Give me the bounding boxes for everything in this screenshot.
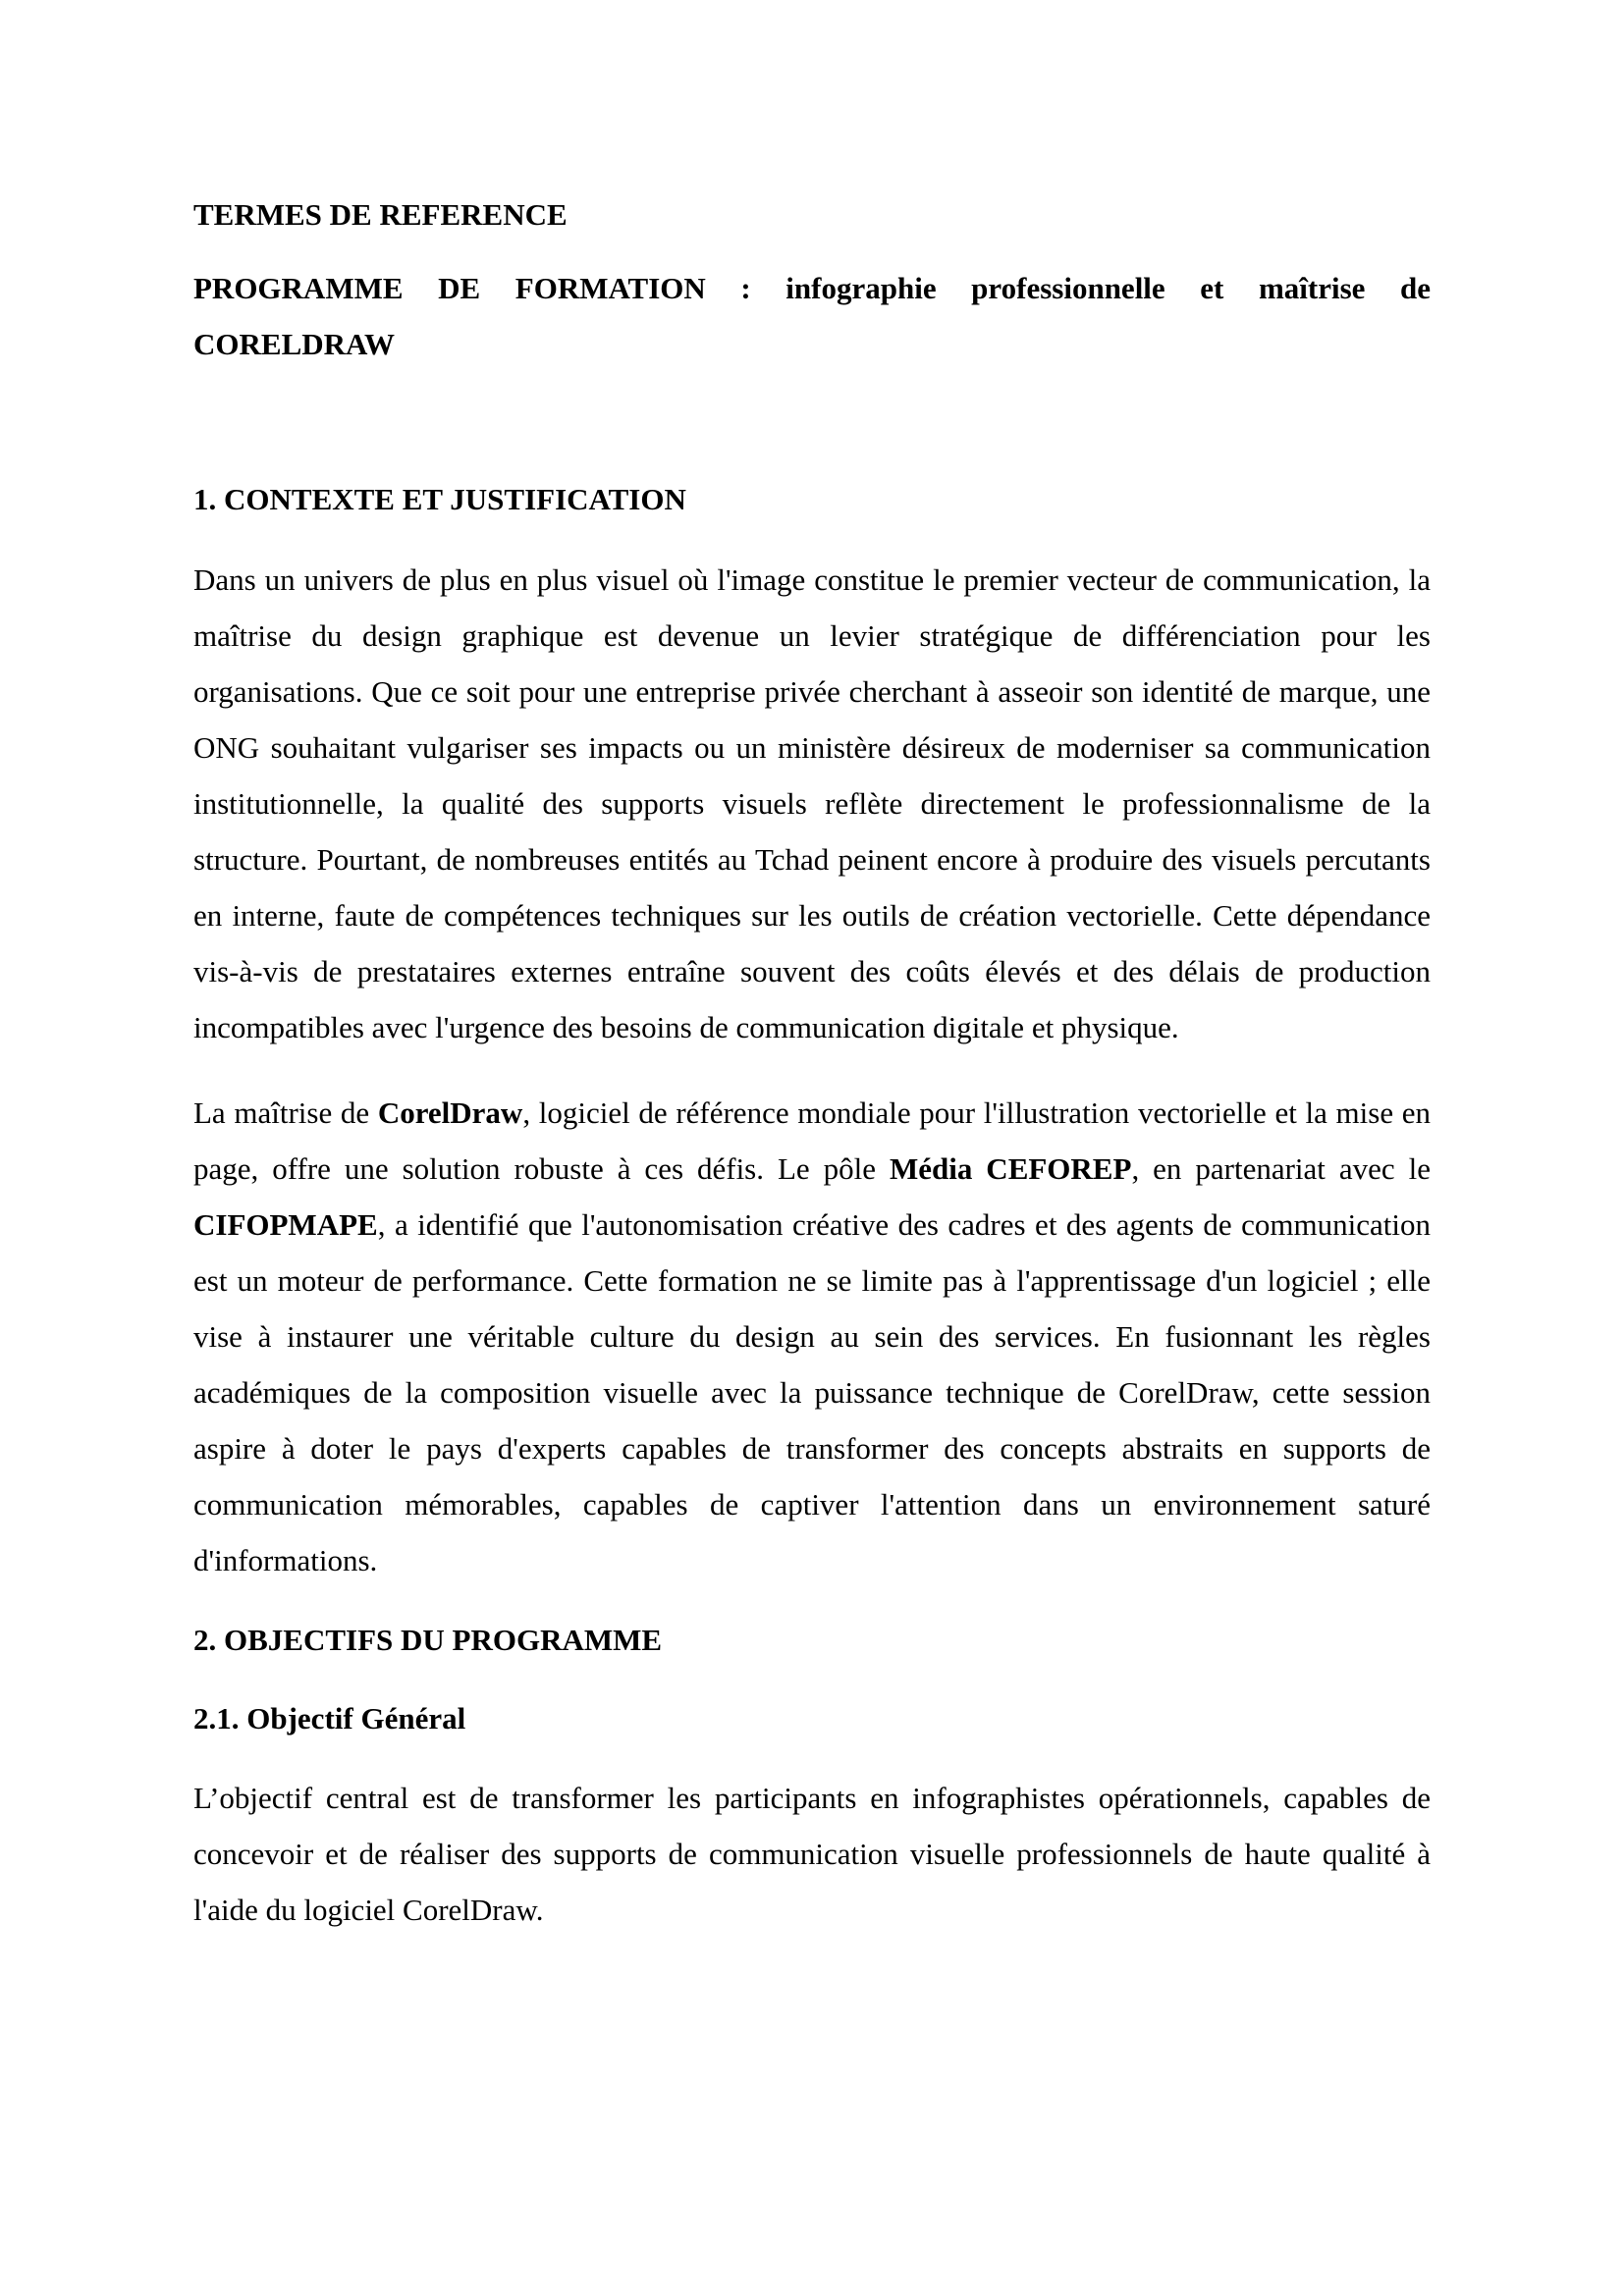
text-run: , logiciel de référence mondiale pour l'illustration vectorielle et la mise en page, offre une solution robuste à ces défis. Le pôle — [193, 1095, 1432, 1186]
document-title: TERMES DE REFERENCE — [193, 197, 568, 232]
document-subtitle-line-2: CORELDRAW — [193, 327, 395, 361]
section-2-paragraph-1: L’objectif central est de transformer les participants en infographistes opérationnels, capables de concevoir et de réaliser des supports de communication visuelle professionnels de haute qualité à l'aide du logiciel CorelDraw. — [193, 1781, 1431, 1927]
document-subtitle — [193, 260, 1431, 372]
text-run: CIFOPMAPE — [193, 1207, 378, 1242]
text-run: , en partenariat avec le — [1131, 1151, 1431, 1186]
section-1-heading: 1. CONTEXTE ET JUSTIFICATION — [193, 482, 686, 516]
text-run: CorelDraw — [377, 1095, 523, 1130]
section-1-paragraph-1: Dans un univers de plus en plus visuel où l'image constitue le premier vecteur de communication, la maîtrise du design graphique est devenue un levier stratégique de différenciation pour les organisations. Que ce soit pour une entreprise privée cherchant à asseoir son identité de marque, une ONG souhaitant vulgariser ses impacts ou un ministère désireux de moderniser sa communication institutionnelle, la qualité des supports visuels reflète directement le professionnalisme de la structure. Pourtant, de nombreuses entités au Tchad peinent encore à produire des visuels percutants en interne, faute de compétences techniques sur les outils de création vectorielle. Cette dépendance vis-à-vis de prestataires externes entraîne souvent des coûts élevés et des délais de production incompatibles avec l'urgence des besoins de communication digitale et physique. — [193, 562, 1431, 1044]
text-run: , a identifié que l'autonomisation créative des cadres et des agents de communication est un moteur de performance. Cette formation ne se limite pas à l'apprentissage d'un logiciel ; elle vise à instaurer une véritable culture du design au sein des services. En fusionnant les règles académiques de la composition visuelle avec la puissance technique de CorelDraw, cette session aspire à doter le pays d'experts capables de transformer des concepts abstraits en supports de communication mémorables, capables de captiver l'attention dans un environnement saturé d'informations. — [193, 1207, 1431, 1577]
section-2-heading: 2. OBJECTIFS DU PROGRAMME — [193, 1623, 663, 1657]
section-2-1-subheading: 2.1. Objectif Général — [193, 1701, 466, 1735]
text-run: Média CEFOREP — [889, 1151, 1132, 1186]
text-run: La maîtrise de — [193, 1095, 378, 1130]
document-page — [193, 187, 1431, 1938]
document-subtitle-line-1: PROGRAMME DE FORMATION : infographie professionnelle et maîtrise de — [193, 271, 1431, 305]
section-1-paragraph-2 — [193, 1085, 1431, 1588]
